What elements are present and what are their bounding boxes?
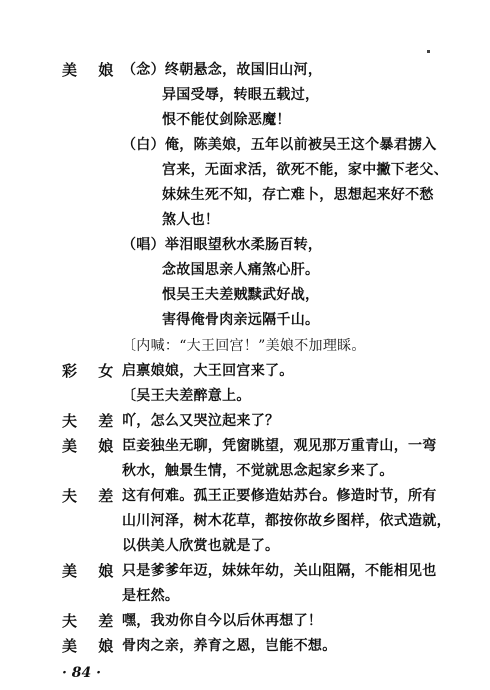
dialogue-line: 启禀娘娘，大王回宫来了。 — [122, 363, 294, 379]
dialogue-line: 念故国思亲人痛煞心肝。 — [162, 262, 320, 278]
dialogue-line: 骨肉之亲，养育之恩，岂能不想。 — [122, 638, 337, 654]
margin-mark — [427, 50, 430, 53]
speaker-label: 彩 女 — [62, 362, 122, 380]
dialogue-line: 以供美人欣赏也就是了。 — [122, 538, 280, 554]
dialogue-line: 害得俺骨肉亲远隔千山。 — [162, 312, 320, 328]
page-number: · 84 · — [62, 665, 101, 681]
speaker-label: 夫 差 — [62, 487, 122, 505]
speaker-label: 美 娘 — [62, 637, 122, 655]
speaker-label: 美 娘 — [62, 437, 122, 455]
stage-direction: 〔吴王夫差醉意上。 — [122, 388, 251, 404]
stage-direction: 〔内喊：“大王回宫！”美娘不加理睬。 — [122, 338, 366, 354]
dialogue-line: 秋水，触景生情，不觉就思念起家乡来了。 — [122, 463, 394, 479]
speaker-label: 美 娘 — [62, 61, 122, 79]
dialogue-line: 宫来，无面求活，欲死不能，家中撇下老父、 — [162, 162, 448, 178]
speaker-label: 美 娘 — [62, 562, 122, 580]
dialogue-line: 这有何难。孤王正要修造姑苏台。修造时节，所有 — [122, 488, 437, 504]
dialogue-line: 山川河泽，树木花草，都按你故乡图样，依式造就， — [122, 513, 451, 529]
dialogue-line: 是枉然。 — [122, 588, 180, 604]
dialogue-line: 臣妾独坐无聊，凭窗眺望，观见那万重青山，一弯 — [122, 438, 437, 454]
dialogue-line: 煞人也！ — [162, 212, 220, 228]
speaker-label: 夫 差 — [62, 412, 122, 430]
dialogue-line: 异国受辱，转眼五载过， — [162, 87, 320, 103]
dialogue-line: 吖，怎么又哭泣起来了？ — [122, 413, 280, 429]
dialogue-line: 恨不能仗剑除恶魔！ — [162, 112, 291, 128]
dialogue-line: （白）俺，陈美娘，五年以前被吴王这个暴君掳入 — [122, 137, 437, 153]
speaker-label: 夫 差 — [62, 612, 122, 630]
dialogue-line: 妹妹生死不知，存亡难卜，思想起来好不愁 — [162, 187, 434, 203]
dialogue-line: 只是爹爹年迈，妹妹年幼，关山阻隔，不能相见也 — [122, 563, 437, 579]
dialogue-line: （念）终朝悬念，故国旧山河， — [122, 62, 323, 78]
dialogue-line: 嘿，我劝你自今以后休再想了！ — [122, 613, 323, 629]
dialogue-line: （唱）举泪眼望秋水柔肠百转， — [122, 237, 323, 253]
dialogue-line: 恨吴王夫差贼黩武好战， — [162, 287, 320, 303]
